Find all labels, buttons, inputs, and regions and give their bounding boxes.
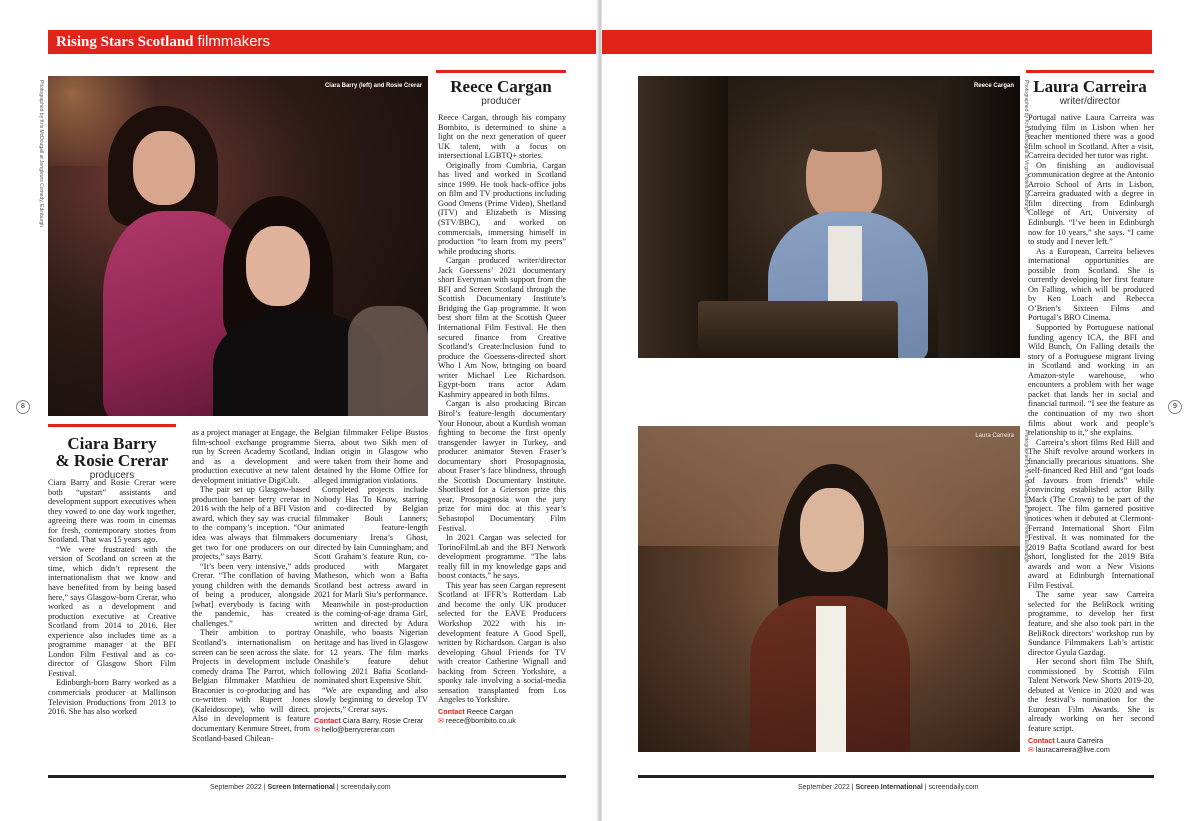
ciara-rosie-contact: Contact Ciara Barry, Rosie Crerar [314,716,424,726]
reece-photo [638,76,1020,358]
paragraph: Portugal native Laura Carreira was studying film in Lisbon when her teacher mentioned there was a good film school in Scotland. After a visit, Carreira decided her tutor was right. [1028,113,1154,161]
paragraph: Originally from Cumbria, Cargan has lived and worked in Scotland since 1999. He took back-office jobs on film and TV productions including Good Omens (Prime Video), Shetland (ITV) and Elizabeth is Missing (STV/BBC), and worked on commercials, immersing himself in production “to learn from my peers” while producing shorts. [438,160,566,256]
reece-column [438,113,566,773]
paragraph: Completed projects include Nobody Has To Know, starring and co-directed by Belgian filmmaker Bouli Lanners; animated feature-length documentary Irena’s Ghost, directed by Iain Cunningham; and Scott Graham’s feature Run, co-produced with Margaret Matheson, which won a Bafta Scotland best actress award in 2021 for Marli Siu’s performance. [314,485,428,600]
paragraph: Supported by Portuguese national funding agency ICA, the BFI and Wild Bunch, On Falling details the story of a Portuguese migrant living in Scotland and working in an Amazon-style warehouse, who encounters a problem with her wage packet that lands her in social and financial turmoil. “I see the feature as the continuation of my two short films about work and people’s relationship to it,” she explains. [1028,323,1154,438]
ciara-rosie-column-1 [48,478,176,768]
ciara-rosie-name-line2: & Rosie Crerar [55,451,169,470]
reece-name: Reece Cargan [450,77,552,96]
paragraph: Reece Cargan, through his company Bombito, is determined to shine a light on the next generation of queer UK talent, with a focus on intersectional LGBTQ+ stories. [438,113,566,161]
laura-email[interactable]: ✉ lauracarreira@live.com [1028,744,1110,754]
email-icon: ✉ [314,727,320,735]
reece-caption: Reece Cargan [973,83,1014,89]
left-page [0,0,598,821]
reece-email[interactable]: ✉ reece@bombito.co.uk [438,715,516,725]
ciara-rosie-role: producers [89,470,135,481]
ciara-rosie-email[interactable]: ✉ hello@berrycrerar.com [314,725,395,735]
laura-photo [638,426,1020,752]
paragraph: This year has seen Cargan represent Scotland at IFFR’s Rotterdam Lab and become the only UK producer selected for the EAVE Producers Workshop 2022 with his in-development feature A Good Spell, written by Richardson. Cargan is also developing Ghoul Friends for TV with creator Catherine Wignall and backing from Screen Yorkshire, a spooky tale involving a social-media sensation transplanted from Los Angeles to Yorkshire. [438,580,566,705]
paragraph: “We were frustrated with the version of Scotland on screen at the time, which didn’t represent the internationalism that we know and have benefited from by being based here,” says Glasgow-born Crerar, who worked as a development and production executive at Creative Scotland from 2014 to 2016. Her experience also includes time as a programme manager at the BFI London Film Festival and as co-director of Glasgow Short Film Festival. [48,544,176,678]
reece-role: producer [481,96,521,107]
ciara-rosie-photo [48,76,428,416]
ciara-rosie-name-line1: Ciara Barry [67,434,157,453]
paragraph: Cargan is also producing Bircan Birol’s feature-length documentary Your Honour, about a Kurdish woman fighting to become the first openly transgender lawyer in Turkey, and producer animator Steven Fraser’s documentary short Prosopagnosia, about Fraser’s face blindness, through the Scottish Documentary Institute. Shortlisted for a Grierson prize this year, Prosopagnosia won the jury prize for mini doc at this year’s Sebastopol Documentary Film Festival. [438,399,566,533]
laura-name: Laura Carreira [1033,77,1147,96]
paragraph: Edinburgh-born Barry worked as a commercials producer at Mallinson Television Productions from 2013 to 2016. She has also worked [48,678,176,717]
paragraph: Belgian filmmaker Felipe Bustos Sierra, about two Sikh men of Indian origin in Glasgow who were taken from their home and detained by the Home Office for alleged immigration violations. [314,428,428,485]
section-title: Rising Stars Scotland filmmakers [56,33,271,50]
paragraph: Carreira’s short films Red Hill and The Shift revolve around workers in financially precarious situations. She self-financed Red Hill and “got loads of favours from friends” while convincing established actor Billy Mack (The Crown) to be part of the project. The film garnered positive notices when it debuted at Clermont-Ferrand International Short Film Festival. It was nominated for the 2019 Bafta Scotland award for best short, longlisted for the 2019 Bifa awards and won a New Visions award at Edinburgh International Film Festival. [1028,437,1154,590]
photo-credit: Photographed by Kris McDougall at Jongleurs Comedy, Edinburgh [38,80,44,227]
ciara-rosie-column-3 [314,428,428,768]
paragraph: Their ambition to portray Scotland’s internationalism on screen can be seen across the slate. Projects in development include comedy drama The Parrot, which Belgian filmmaker Matthieu de Braconier is co-producing and has co-written with Rupert Jones (Kaleidoscope), who will direct. Also in development is feature documentary Kenmure Street, from Scotland-based Chilean- [192,628,310,743]
laura-contact: Contact Laura Carreira [1028,735,1104,745]
right-page [602,0,1200,821]
laura-caption: Laura Carreira [975,433,1014,439]
page-number-left: 8 [16,400,30,414]
paragraph: The pair set up Glasgow-based production banner berry crerar in 2016 with the help of a BFI Vision award, which they say was crucial to the company’s inception. “Our idea was always that filmmakers get two for one producers on our projects,” says Barry. [192,485,310,562]
paragraph: As a European, Carreira believes international opportunities are possible from Scotland. She is currently developing her first feature On Falling, which will be produced by Ken Loach and Rebecca O’Brien’s Sixteen Films and Portugal’s BRO Cinema. [1028,246,1154,323]
email-icon: ✉ [438,717,444,725]
paragraph: Her second short film The Shift, commissioned by Scottish Film Talent Network New Shorts 2019-20, debuted at Venice in 2020 and was the festival’s nomination for the European Film Awards. She is already working on her second feature script. [1028,657,1154,733]
page-number-right: 9 [1168,400,1182,414]
laura-role: writer/director [1059,96,1121,107]
paragraph: Ciara Barry and Rosie Crerar were both “upstart” assistants and development support executives when they vowed to one day work together, agreeing there was room in cinemas for fresh, contemporary stories from Scotland. That was 15 years ago. [48,478,176,545]
paragraph: Cargan produced writer/director Jack Goessens’ 2021 documentary short Everyman with support from the BFI and Screen Scotland through the Scottish Documentary Institute’s Bridging the Gap programme. It won best short film at the Scottish Queer International Film Festival. He then secured finance from Creative Scotland’s Create:Inclusion fund to produce the Goessens-directed short Who I Am Now, bringing on board writer Michael Lee Richardson. Egypt-born trans actor Adam Kashmiry appeared in both films. [438,256,566,399]
laura-heading [1026,70,1154,109]
ciara-rosie-caption: Ciara Barry (left) and Rosie Crerar [324,83,422,89]
paragraph: On finishing an audiovisual communication degree at the Antonio Arroio School of Arts in Lisbon, Carreira graduated with a degree in film directing from Edinburgh College of Art, University of Edinburgh. “I’ve been in Edinburgh now for 10 years,” she says. “I came to study and I never left.” [1028,160,1154,247]
section-header-bar-right [602,30,1152,54]
paragraph: The same year saw Carreira selected for the BeliRock writing programme, to develop her first feature, and she also took part in the BeliRock directors’ workshop run by Sundance Filmmakers Lab’s artistic director Gyula Gazdag. [1028,590,1154,657]
email-icon: ✉ [1028,746,1034,754]
laura-column [1028,113,1154,773]
paragraph: In 2021 Cargan was selected for TorinoFilmLab and the BFI Network development programme. “The labs really fill in my knowledge gaps and boost contacts,” he says. [438,533,566,581]
photo-credit: Photographed by Kris McDougall at Virgin Hotels Edinburgh [1023,430,1029,563]
footer-rule [48,775,566,778]
paragraph: “We are expanding and also slowly beginning to develop TV projects,” Crerar says. [314,685,428,714]
section-header-bar [48,30,598,54]
photo-credit: Photographed by Kris McDougall at Virgin Hotels Edinburgh [1023,80,1029,213]
paragraph: Meanwhile in post-production is the coming-of-age drama Girl, written and directed by Adura Onashile, who boasts Nigerian heritage and has lived in Glasgow for 12 years. The film marks Onashile’s feature debut following 2021 Bafta Scotland-nominated short Expensive Shit. [314,599,428,686]
ciara-rosie-column-2 [192,428,310,768]
reece-heading [436,70,566,109]
footer-left: September 2022 | Screen International | screendaily.com [210,784,391,791]
paragraph: “It’s been very intensive,” adds Crerar. “The conflation of having young children with the demands of being a producer, alongside [what] everybody is facing with the pandemic, has created challenges.” [192,561,310,628]
footer-rule [638,775,1154,778]
paragraph: as a project manager at Engage, the film-school exchange programme run by Screen Academy Scotland, and as a development and production executive at new talent development initiative DigiCult. [192,428,310,485]
ciara-rosie-heading [48,424,176,483]
reece-contact: Contact Reece Cargan [438,706,514,716]
footer-right: September 2022 | Screen International | screendaily.com [798,784,979,791]
